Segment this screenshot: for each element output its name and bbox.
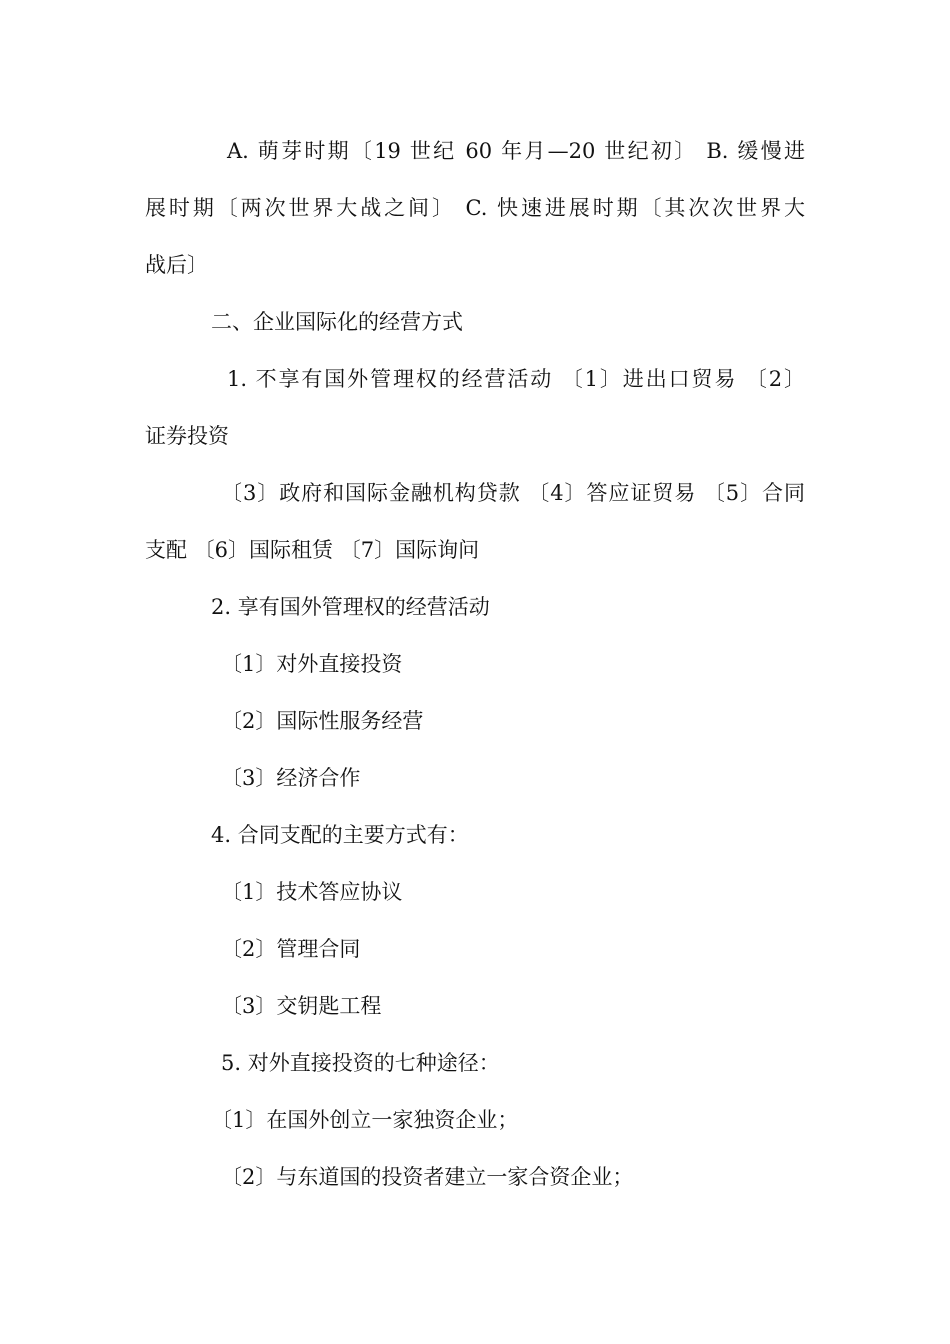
paragraph-line-2: 展时期〔两次世界大战之间〕 C. 快速进展时期〔其次次世界大 (145, 196, 805, 220)
section-heading: 二、企业国际化的经营方式 (211, 310, 463, 334)
list-item: 〔3〕经济合作 (221, 766, 361, 790)
paragraph-line-1: A. 萌芽时期〔19 世纪 60 年月—20 世纪初〕 B. 缓慢进 (227, 139, 805, 163)
list-item: 〔1〕对外直接投资 (221, 652, 403, 676)
list-item: 〔2〕与东道国的投资者建立一家合资企业； (221, 1165, 634, 1189)
paragraph-line-7: 〔3〕政府和国际金融机构贷款 〔4〕答应证贸易 〔5〕合同 (221, 481, 805, 505)
paragraph-line-6: 证券投资 (145, 424, 229, 448)
list-item: 〔1〕技术答应协议 (221, 880, 403, 904)
list-item: 〔2〕国际性服务经营 (221, 709, 424, 733)
paragraph-line-5: 1. 不享有国外管理权的经营活动 〔1〕进出口贸易 〔2〕 (227, 367, 805, 391)
list-heading-2: 2. 享有国外管理权的经营活动 (211, 595, 490, 619)
list-heading-5: 5. 对外直接投资的七种途径： (221, 1051, 500, 1075)
list-item: 〔2〕管理合同 (221, 937, 361, 961)
paragraph-line-3: 战后〕 (145, 253, 208, 277)
list-item: 〔1〕在国外创立一家独资企业； (211, 1108, 519, 1132)
list-item: 〔3〕交钥匙工程 (221, 994, 382, 1018)
list-heading-4: 4. 合同支配的主要方式有： (211, 823, 469, 847)
paragraph-line-8: 支配 〔6〕国际租赁 〔7〕国际询问 (145, 538, 480, 562)
